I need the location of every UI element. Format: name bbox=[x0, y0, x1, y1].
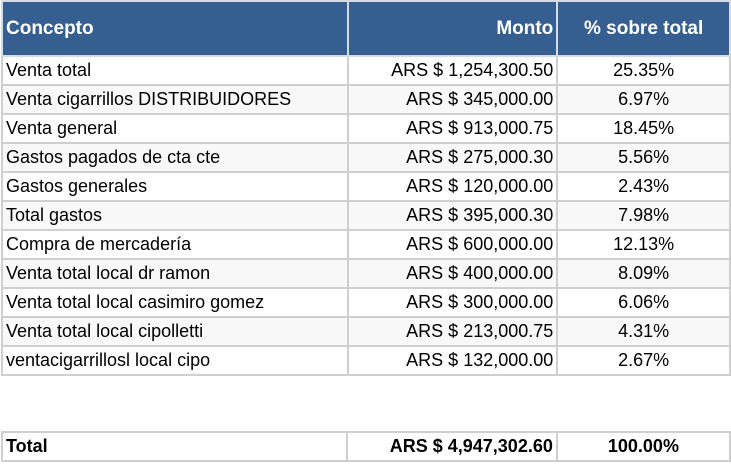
cell-monto: ARS $ 400,000.00 bbox=[348, 259, 557, 288]
cell-monto: ARS $ 1,254,300.50 bbox=[348, 56, 557, 85]
table-row bbox=[2, 172, 730, 201]
total-label: Total bbox=[2, 432, 347, 461]
table-row bbox=[2, 85, 730, 114]
cell-monto: ARS $ 913,000.75 bbox=[348, 114, 557, 143]
header-porcentaje: % sobre total bbox=[557, 1, 730, 56]
cell-monto: ARS $ 600,000.00 bbox=[348, 230, 557, 259]
cell-concepto: Compra de mercadería bbox=[2, 230, 348, 259]
cell-concepto: ventacigarrillosl local cipo bbox=[2, 346, 348, 375]
cell-porcentaje: 5.56% bbox=[557, 143, 730, 172]
cell-porcentaje: 7.98% bbox=[557, 201, 730, 230]
cell-porcentaje: 2.67% bbox=[557, 346, 730, 375]
header-monto: Monto bbox=[348, 1, 557, 56]
cell-monto: ARS $ 300,000.00 bbox=[348, 288, 557, 317]
summary-table bbox=[1, 0, 731, 376]
total-table bbox=[1, 431, 731, 462]
cell-concepto: Venta general bbox=[2, 114, 348, 143]
total-row bbox=[2, 432, 730, 461]
cell-porcentaje: 8.09% bbox=[557, 259, 730, 288]
cell-monto: ARS $ 395,000.30 bbox=[348, 201, 557, 230]
cell-concepto: Venta cigarrillos DISTRIBUIDORES bbox=[2, 85, 348, 114]
cell-porcentaje: 2.43% bbox=[557, 172, 730, 201]
table-row bbox=[2, 317, 730, 346]
cell-monto: ARS $ 120,000.00 bbox=[348, 172, 557, 201]
header-row bbox=[2, 1, 730, 56]
table-row bbox=[2, 56, 730, 85]
table-row bbox=[2, 288, 730, 317]
table-row bbox=[2, 346, 730, 375]
cell-concepto: Venta total local casimiro gomez bbox=[2, 288, 348, 317]
cell-porcentaje: 12.13% bbox=[557, 230, 730, 259]
cell-concepto: Venta total local cipolletti bbox=[2, 317, 348, 346]
table-row bbox=[2, 230, 730, 259]
cell-monto: ARS $ 213,000.75 bbox=[348, 317, 557, 346]
cell-porcentaje: 18.45% bbox=[557, 114, 730, 143]
cell-porcentaje: 6.06% bbox=[557, 288, 730, 317]
table-row bbox=[2, 143, 730, 172]
header-concepto: Concepto bbox=[2, 1, 348, 56]
cell-concepto: Venta total local dr ramon bbox=[2, 259, 348, 288]
cell-concepto: Gastos pagados de cta cte bbox=[2, 143, 348, 172]
cell-concepto: Total gastos bbox=[2, 201, 348, 230]
cell-porcentaje: 6.97% bbox=[557, 85, 730, 114]
cell-monto: ARS $ 275,000.30 bbox=[348, 143, 557, 172]
cell-monto: ARS $ 132,000.00 bbox=[348, 346, 557, 375]
cell-monto: ARS $ 345,000.00 bbox=[348, 85, 557, 114]
total-porcentaje: 100.00% bbox=[557, 432, 730, 461]
cell-porcentaje: 4.31% bbox=[557, 317, 730, 346]
cell-concepto: Gastos generales bbox=[2, 172, 348, 201]
table-row bbox=[2, 259, 730, 288]
table-row bbox=[2, 114, 730, 143]
cell-porcentaje: 25.35% bbox=[557, 56, 730, 85]
cell-concepto: Venta total bbox=[2, 56, 348, 85]
table-row bbox=[2, 201, 730, 230]
total-monto: ARS $ 4,947,302.60 bbox=[347, 432, 557, 461]
